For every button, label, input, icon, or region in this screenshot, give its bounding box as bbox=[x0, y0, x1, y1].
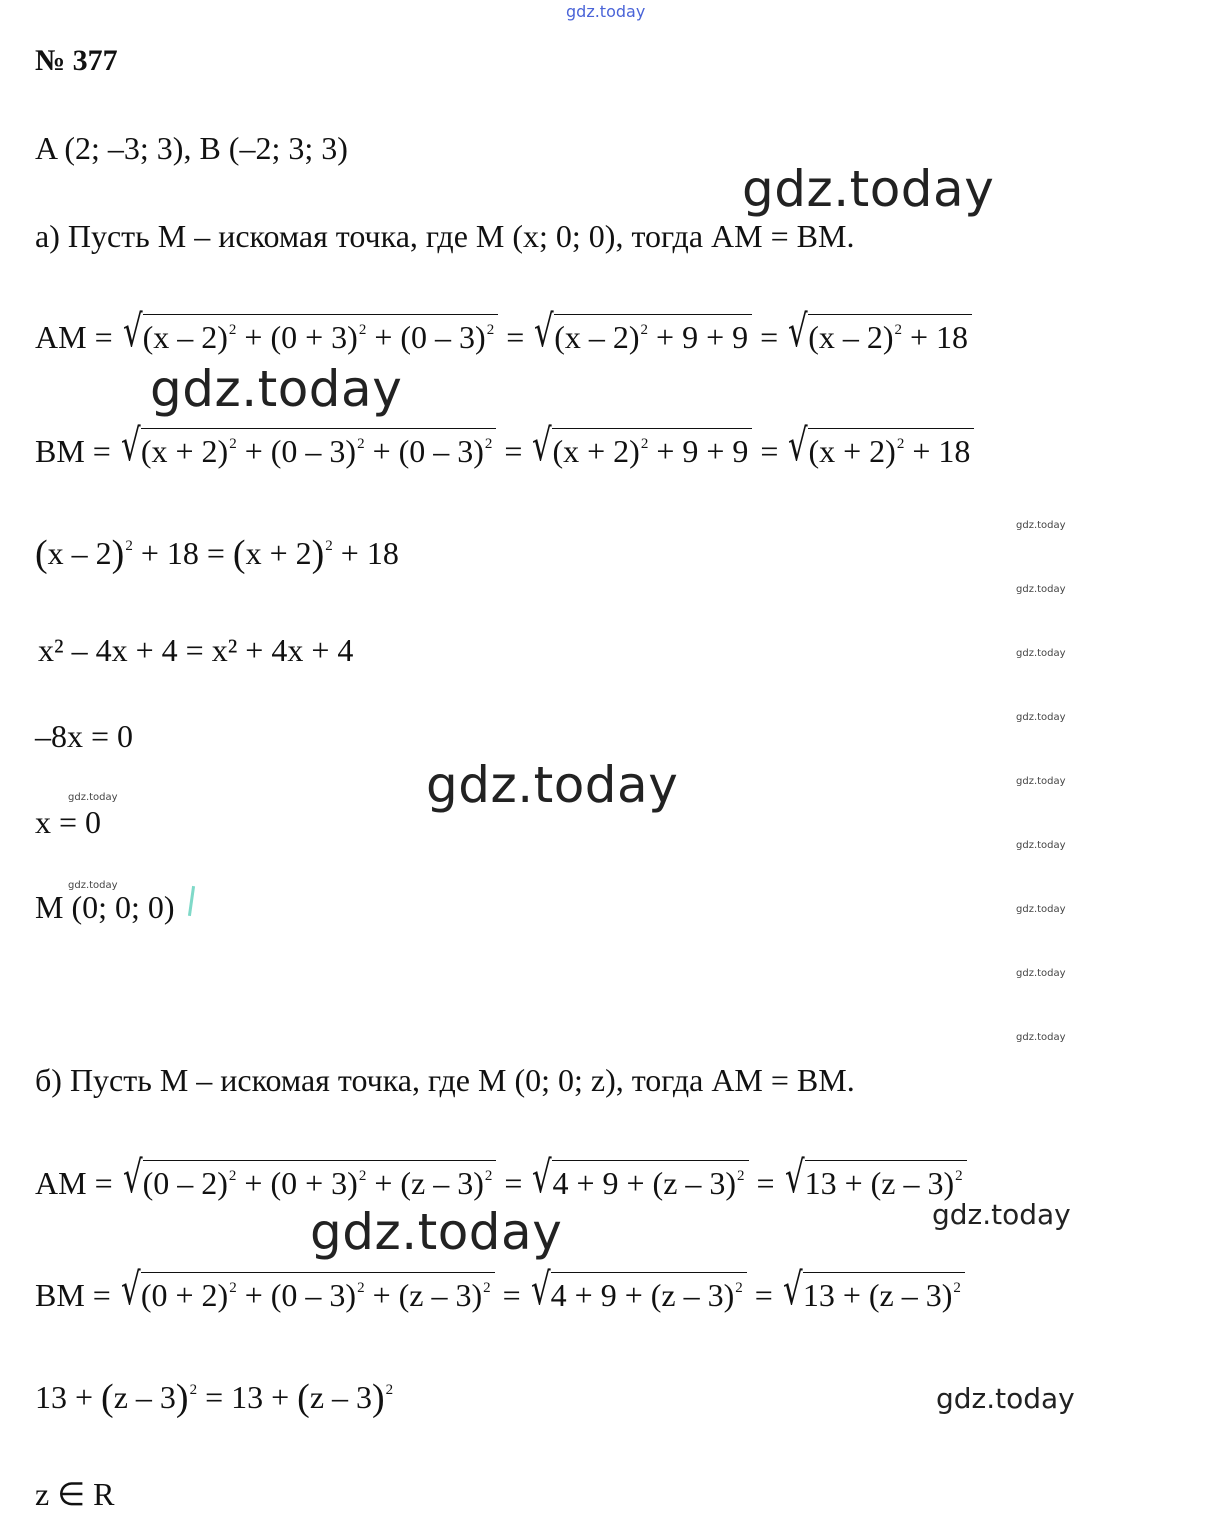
am-label: AM = bbox=[35, 1165, 113, 1201]
part-a-answer: M (0; 0; 0) bbox=[35, 889, 175, 925]
sqrt-expression: √ 4 + 9 + (z – 3)$^2$ bbox=[531, 1272, 747, 1315]
watermark: gdz.today bbox=[1016, 776, 1066, 787]
part-b-bm-formula: BM = √ $(0 + 2)^2 + (0 - 3)^2 + (z - 3)^2$ = √ 4 + 9 + (z – 3)$^2$ = √ 13 + (z – 3)$^2$ bbox=[35, 1272, 965, 1315]
part-a-step4: x = 0 bbox=[35, 804, 102, 840]
sqrt-expression: √ $(x + 2)^2 + 18$ bbox=[788, 428, 974, 471]
sqrt-expression: √ 13 + (z – 3)$^2$ bbox=[783, 1272, 965, 1315]
part-a-intro: а) Пусть M – искомая точка, где M (x; 0; 0), тогда AM = BM. bbox=[35, 218, 855, 254]
watermark: gdz.today bbox=[1016, 840, 1066, 851]
watermark: gdz.today bbox=[310, 1203, 563, 1261]
am-label: AM = bbox=[35, 319, 113, 355]
bm-label: BM = bbox=[35, 1277, 111, 1313]
part-b-am-formula: AM = √ $(0 - 2)^2 + (0 + 3)^2 + (z - 3)^2$ = √ 4 + 9 + (z – 3)$^2$ = √ 13 + (z – 3)$^2$ bbox=[35, 1160, 967, 1203]
sqrt-expression: √ (x – 2)$^2$ + 18 bbox=[788, 314, 972, 357]
watermark: gdz.today bbox=[68, 880, 118, 891]
watermark: gdz.today bbox=[1016, 584, 1066, 595]
part-a-step2: x² – 4x + 4 = x² + 4x + 4 bbox=[38, 632, 354, 668]
watermark: gdz.today bbox=[150, 360, 403, 418]
watermark: gdz.today bbox=[1016, 1032, 1066, 1043]
sqrt-expression: √ $(0 + 2)^2 + (0 - 3)^2 + (z - 3)^2$ bbox=[121, 1272, 495, 1315]
watermark: gdz.today bbox=[936, 1382, 1075, 1415]
watermark: gdz.today bbox=[426, 756, 679, 814]
equation-mid: + 18 = bbox=[140, 535, 225, 571]
watermark: gdz.today bbox=[1016, 648, 1066, 659]
part-a-bm-formula: BM = √ $(x + 2)^2 + (0 - 3)^2 + (0 - 3)^2$ = √ $(x + 2)^2 + 9 + 9$ = √ $(x + 2)^2 + 18$ bbox=[35, 428, 974, 471]
header-watermark: gdz.today bbox=[566, 2, 646, 21]
part-a-equation: $(x - 2)^2 + 18 = (x + 2)^2 + 18$ bbox=[35, 533, 399, 575]
sqrt-expression: √ $(x + 2)^2 + 9 + 9$ bbox=[532, 428, 752, 471]
watermark: gdz.today bbox=[68, 792, 118, 803]
sqrt-expression: √ $(0 - 2)^2 + (0 + 3)^2 + (z - 3)^2$ bbox=[123, 1160, 497, 1203]
given-points: A (2; –3; 3), B (–2; 3; 3) bbox=[35, 130, 348, 166]
watermark: gdz.today bbox=[1016, 712, 1066, 723]
watermark: gdz.today bbox=[932, 1198, 1071, 1231]
bm-label: BM = bbox=[35, 433, 111, 469]
watermark: gdz.today bbox=[1016, 904, 1066, 915]
sqrt-expression: √ $(x - 2)^2 + (0 + 3)^2 + (0 - 3)^2$ bbox=[123, 314, 499, 357]
part-b-equation: 13 + (z – 3)$^2$ = 13 + (z – 3)$^2$ bbox=[35, 1377, 394, 1419]
problem-number: № 377 bbox=[35, 44, 118, 77]
watermark: gdz.today bbox=[1016, 520, 1066, 531]
sqrt-expression: √ 4 + 9 + (z – 3)$^2$ bbox=[532, 1160, 748, 1203]
sqrt-expression: √ (x – 2)$^2$ + 9 + 9 bbox=[534, 314, 752, 357]
watermark: gdz.today bbox=[1016, 968, 1066, 979]
part-b-intro: б) Пусть M – искомая точка, где M (0; 0; z), тогда AM = BM. bbox=[35, 1062, 855, 1098]
sqrt-expression: √ $(x + 2)^2 + (0 - 3)^2 + (0 - 3)^2$ bbox=[121, 428, 497, 471]
part-b-result: z ∈ R bbox=[35, 1476, 115, 1512]
sqrt-expression: √ 13 + (z – 3)$^2$ bbox=[785, 1160, 967, 1203]
stray-mark bbox=[188, 886, 195, 916]
part-a-step3: –8x = 0 bbox=[35, 718, 134, 754]
part-a-am-formula: AM = √ $(x - 2)^2 + (0 + 3)^2 + (0 - 3)^2$ = √ (x – 2)$^2$ + 9 + 9 = √ (x – 2)$^2$ + 18 bbox=[35, 314, 972, 357]
watermark: gdz.today bbox=[742, 160, 995, 218]
